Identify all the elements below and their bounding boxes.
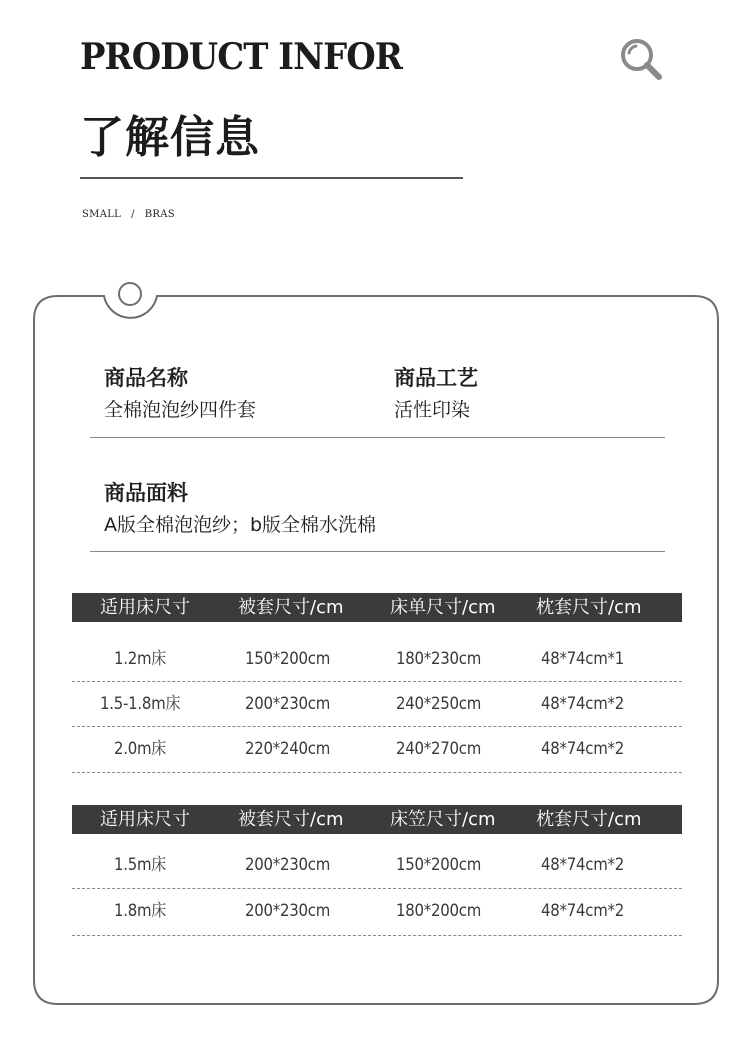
table-cell: 48*74cm*1 xyxy=(541,649,624,669)
table-header-cell: 床笠尺寸/cm xyxy=(390,809,496,830)
table-row xyxy=(72,681,682,727)
size-table-2-header xyxy=(72,805,682,834)
page-title-zh: 了解信息 xyxy=(80,112,260,163)
table-header-cell: 适用床尺寸 xyxy=(100,809,190,830)
table-cell: 150*200cm xyxy=(396,855,482,875)
table-cell: 200*230cm xyxy=(245,855,331,875)
table-row xyxy=(72,636,682,682)
table-row xyxy=(72,726,682,772)
table-cell: 1.8m床 xyxy=(114,901,167,921)
breadcrumb-item-bras[interactable]: BRAS xyxy=(144,209,175,220)
table-cell: 1.5m床 xyxy=(114,855,167,875)
row-divider xyxy=(72,935,682,936)
table-cell: 180*230cm xyxy=(396,649,482,669)
breadcrumb-item-small[interactable]: SMALL xyxy=(82,209,122,220)
product-name-value: 全棉泡泡纱四件套 xyxy=(104,399,257,421)
table-cell: 48*74cm*2 xyxy=(541,739,624,759)
table-header-cell: 床单尺寸/cm xyxy=(390,597,496,618)
product-name-label: 商品名称 xyxy=(104,366,188,390)
product-craft-value: 活性印染 xyxy=(394,399,471,421)
table-cell: 200*230cm xyxy=(245,694,331,714)
table-cell: 48*74cm*2 xyxy=(541,694,624,714)
table-cell: 240*250cm xyxy=(396,694,482,714)
table-cell: 48*74cm*2 xyxy=(541,901,624,921)
card-hanger-ring-icon xyxy=(119,283,141,305)
table-header-cell: 被套尺寸/cm xyxy=(238,809,344,830)
size-table-1-header xyxy=(72,593,682,622)
product-craft-label: 商品工艺 xyxy=(394,366,478,390)
product-fabric-label: 商品面料 xyxy=(104,481,188,505)
table-row xyxy=(72,842,682,888)
breadcrumb-separator: / xyxy=(131,209,135,220)
table-header-cell: 被套尺寸/cm xyxy=(238,597,344,618)
page-title-en: PRODUCT INFOR xyxy=(80,36,402,78)
table-cell: 200*230cm xyxy=(245,901,331,921)
table-cell: 2.0m床 xyxy=(114,739,167,759)
table-cell: 1.5-1.8m床 xyxy=(100,694,181,714)
table-cell: 220*240cm xyxy=(245,739,331,759)
table-cell: 150*200cm xyxy=(245,649,331,669)
info-divider xyxy=(90,437,665,438)
table-cell: 180*200cm xyxy=(396,901,482,921)
row-divider xyxy=(72,772,682,773)
info-divider xyxy=(90,551,665,552)
table-header-cell: 适用床尺寸 xyxy=(100,597,190,618)
product-fabric-value: A版全棉泡泡纱；b版全棉水洗棉 xyxy=(104,514,377,536)
table-header-cell: 枕套尺寸/cm xyxy=(536,597,642,618)
table-header-cell: 枕套尺寸/cm xyxy=(536,809,642,830)
table-row xyxy=(72,888,682,934)
table-cell: 48*74cm*2 xyxy=(541,855,624,875)
table-cell: 1.2m床 xyxy=(114,649,167,669)
table-cell: 240*270cm xyxy=(396,739,482,759)
